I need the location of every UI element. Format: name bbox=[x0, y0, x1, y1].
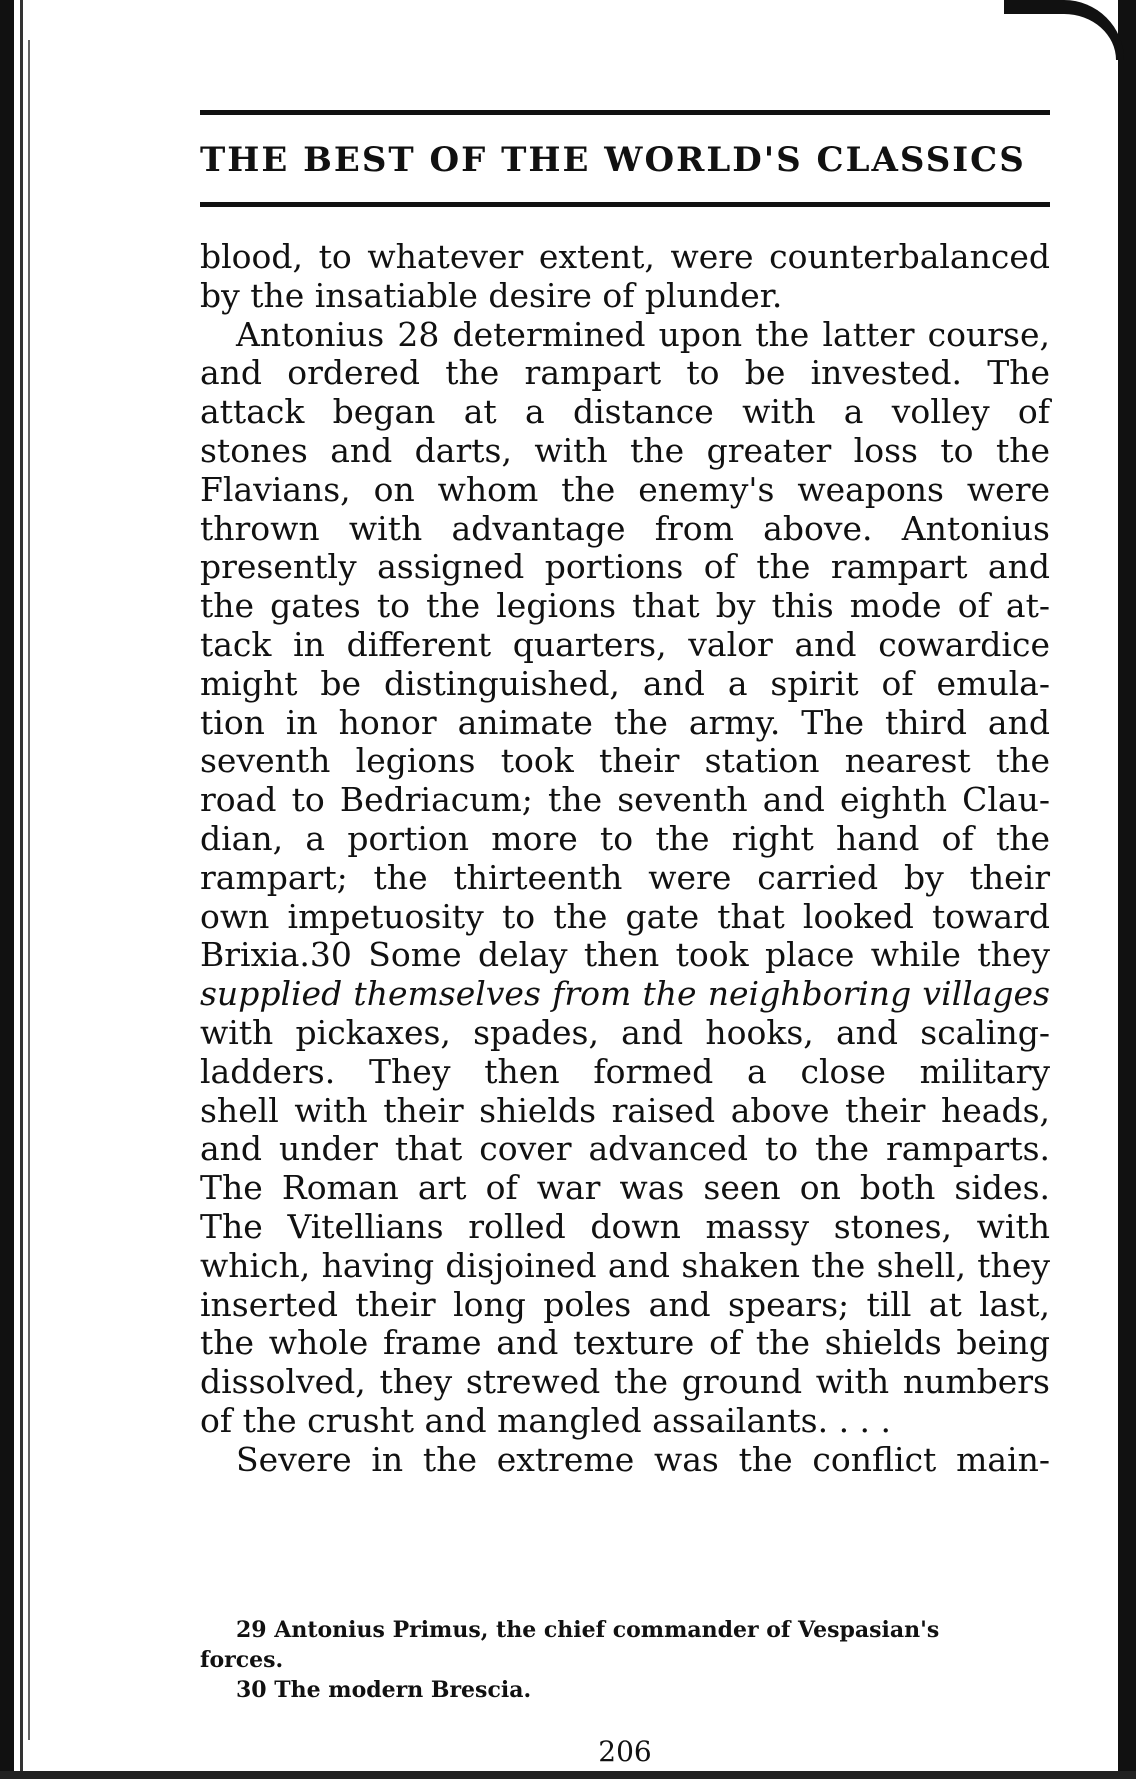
text-line: might be distinguished, and a spirit of emula- bbox=[200, 663, 1050, 703]
text-line: The Roman art of war was seen on both sides. bbox=[200, 1168, 1050, 1208]
text-line: blood, to whatever extent, were counterbalanced bbox=[200, 237, 1050, 276]
book-spine-edge bbox=[0, 0, 14, 1779]
footnote-29-continued: forces. bbox=[200, 1647, 284, 1673]
footnote-29: 29 Antonius Primus, the chief commander of Vespasian's bbox=[236, 1617, 940, 1643]
text-line: by the insatiable desire of plunder. bbox=[200, 275, 783, 315]
text-line: Brixia.30 Some delay then took place while they bbox=[200, 935, 1050, 975]
text-line: the whole frame and texture of the shields being bbox=[200, 1323, 1050, 1363]
footnotes bbox=[200, 1615, 1050, 1705]
text-line: road to Bedriacum; the seventh and eighth Clau- bbox=[200, 780, 1050, 820]
text-line: thrown with advantage from above. Antonius bbox=[200, 508, 1050, 548]
text-line: supplied themselves from the neighboring villages bbox=[200, 974, 1050, 1014]
text-line: ladders. They then formed a close military bbox=[200, 1051, 1050, 1091]
page-number: 206 bbox=[598, 1735, 652, 1768]
text-line: presently assigned portions of the rampart and bbox=[200, 547, 1050, 587]
text-line: own impetuosity to the gate that looked toward bbox=[200, 896, 1050, 936]
text-line: shell with their shields raised above their heads, bbox=[200, 1090, 1050, 1130]
text-line: and under that cover advanced to the ramparts. bbox=[200, 1129, 1050, 1169]
page-corner-curl bbox=[1004, 0, 1124, 60]
text-line: seventh legions took their station nearest the bbox=[200, 741, 1050, 781]
running-header: THE BEST OF THE WORLD'S CLASSICS bbox=[200, 140, 1026, 180]
text-line: attack began at a distance with a volley of bbox=[200, 392, 1050, 432]
page-right-edge bbox=[1118, 0, 1136, 1779]
header-rule-top bbox=[200, 110, 1050, 115]
book-spine-line-inner bbox=[28, 40, 30, 1740]
text-line: Severe in the extreme was the conflict main- bbox=[236, 1439, 1050, 1479]
header-rule-bottom bbox=[200, 202, 1050, 207]
text-line: dian, a portion more to the right hand of the bbox=[200, 818, 1050, 858]
text-line: dissolved, they strewed the ground with numbers bbox=[200, 1362, 1050, 1402]
text-line: inserted their long poles and spears; till at last, bbox=[200, 1284, 1050, 1324]
text-line: of the crusht and mangled assailants. . . . bbox=[200, 1400, 892, 1440]
text-line: Flavians, on whom the enemy's weapons were bbox=[200, 469, 1050, 509]
text-line: The Vitellians rolled down massy stones, with bbox=[200, 1206, 1050, 1246]
text-line: which, having disjoined and shaken the shell, they bbox=[200, 1245, 1050, 1285]
footnote-30: 30 The modern Brescia. bbox=[236, 1677, 532, 1703]
text-line: the gates to the legions that by this mode of at- bbox=[200, 586, 1050, 626]
text-line: tion in honor animate the army. The third and bbox=[200, 702, 1050, 742]
body-text bbox=[200, 238, 1050, 1480]
text-line: stones and darts, with the greater loss to the bbox=[200, 430, 1050, 470]
text-line: and ordered the rampart to be invested. The bbox=[200, 353, 1050, 393]
text-line: tack in different quarters, valor and cowardice bbox=[200, 624, 1050, 664]
book-spine-line bbox=[20, 0, 23, 1779]
text-line: Antonius 28 determined upon the latter course, bbox=[236, 314, 1050, 354]
text-line: rampart; the thirteenth were carried by their bbox=[200, 857, 1050, 897]
page-bottom-edge bbox=[0, 1771, 1136, 1779]
text-line: with pickaxes, spades, and hooks, and scaling- bbox=[200, 1012, 1050, 1052]
